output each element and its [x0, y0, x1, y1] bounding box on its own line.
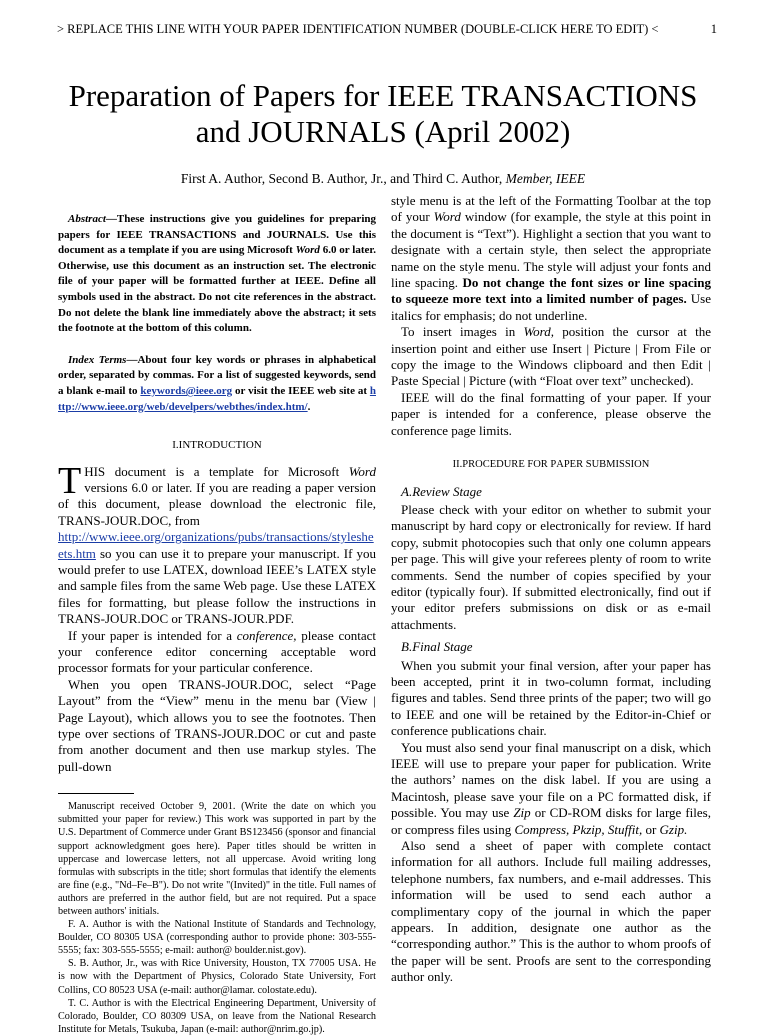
final2-tools: Compress, Pkzip, Stuffit, — [514, 821, 643, 837]
intro-paragraph-3: When you open TRANS-JOUR.DOC, select “Page Layout” from the “View” menu in the menu bar (View | Page Layout), which allows you to see the footnotes. Then type over sections of TRANS-JOUR.DOC or cut and paste from another document and then use markup styles. The pull-down — [58, 676, 376, 774]
style-text-3: Use italics for emphasis; do not underline. — [391, 291, 712, 323]
final2-text: You must also send your final manuscript on a disk, which IEEE will use to prepare your paper for publication. Write the authors’ names on the disk label. If you are using a Macintosh, please save your file on a PC formatted disk, if possible. You may use — [391, 739, 711, 821]
title-part: (April 2002) — [406, 114, 571, 149]
style-paragraph — [391, 193, 711, 324]
section-heading-procedure — [391, 457, 711, 473]
abstract-text: —These instructions give you guidelines for preparing papers for IEEE TRANSACTIONS and JOURNALS. Use this document as a template if you are using Microsoft — [58, 213, 376, 257]
images-paragraph — [391, 324, 711, 390]
intro-p2-text: If your paper is intended for a — [68, 627, 237, 643]
index-terms — [58, 353, 376, 415]
abstract — [58, 212, 376, 337]
footnote-author-3: T. C. Author is with the Electrical Engineering Department, University of Colorado, Boulder, CO 80309 USA, on leave from the National Research Institute for Metals, Tsukuba, Japan (e-mail: author@nrim.go.jp). — [58, 997, 376, 1035]
title-part: RANSACTIONS — [480, 78, 698, 113]
images-text-2: position the cursor at the insertion point and either use Insert | Picture | From File or copy the image to the Windows clipboard and then Edit | Paste Special | Picture (with “Float over text” unchecked). — [391, 324, 711, 389]
style-text: style menu is at the left of the Formatting Toolbar at the top of your — [391, 193, 711, 225]
keywords-email-link[interactable]: keywords@ieee.org — [140, 384, 233, 397]
style-text-2: window (for example, the style at this point in the document is “Text”). Highlight a section that you want to designate with a certain style, then select the appropriate name on the style menu. The style will adjust your fonts and line spacing. — [391, 209, 711, 291]
title-part: OURNALS — [260, 114, 407, 149]
title-part: and J — [195, 114, 261, 149]
final2-zip: Zip — [513, 805, 531, 821]
section-title-rest: NTRODUCTION — [182, 439, 262, 452]
final-paragraph-2 — [391, 740, 711, 838]
index-terms-text-2: or visit the IEEE web site at — [232, 384, 370, 397]
footnote-author-1: F. A. Author is with the National Institute of Standards and Technology, Boulder, CO 80305 USA (corresponding author to provide phone: 303-555-5555; fax: 303-555-5555; e-mail: author@ boulder.nist.gov). — [58, 919, 376, 957]
index-terms-end: . — [307, 400, 311, 413]
header-text: > REPLACE THIS LINE WITH YOUR PAPER IDENTIFICATION NUMBER (DOUBLE-CLICK HERE TO EDIT) < — [57, 22, 659, 36]
index-terms-label: Index Terms — [68, 353, 127, 366]
drop-cap: T — [58, 459, 82, 502]
images-word: Word, — [523, 324, 554, 340]
abstract-word: Word — [295, 244, 320, 257]
heading-rest: ROCEDURE FOR — [468, 459, 551, 471]
right-column — [391, 193, 711, 986]
intro-p2-text-2: please contact your conference editor concerning acceptable word processor formats for your particular conference. — [58, 627, 376, 676]
final2-or: or — [642, 821, 660, 837]
running-header — [57, 22, 717, 37]
abstract-text-2: 6.0 or later. Otherwise, use this document as an instruction set. The electronic file of your paper will be formatted further at IEEE. Define all symbols used in the abstract. Do not cite references in the abstract. Do not delete the blank line immediately above the abstract; it sets the footnote at the bottom of this column. — [58, 244, 376, 335]
left-column — [58, 212, 376, 1036]
intro-text-2: versions 6.0 or later. If you are reading a paper version of this document, please download the electronic file, TRANS-JOUR.DOC, from — [58, 479, 376, 528]
final2-text-2: or CD-ROM disks for large files, or compress files using — [391, 805, 711, 837]
heading-rest: UBMISSION — [591, 459, 650, 471]
review-paragraph: Please check with your editor on whether to submit your manuscript by hard copy or electronically for review. If hard copy, submit photocopies such that only one column appears per page. This will give your referees plenty of room to write comments. Send the number of copies specified by your editor (typically four). If submitted electronically, find out if your editor prefers submissions on disk or as e-mail attachments. — [391, 501, 711, 632]
index-terms-text: —About four key words or phrases in alphabetical order, separated by commas. For a list of suggested keywords, send a blank e-mail to — [58, 353, 376, 397]
author-line — [40, 171, 726, 187]
page-number: 1 — [710, 22, 717, 36]
footnote-rule — [58, 793, 134, 794]
intro-text-3: so you can use it to prepare your manuscript. If you would prefer to use LATEX, download IEEE’s LATEX style and sample files from the same Web page. Use these LATEX files for formatting, but please follow the instructions in TRANS-JOUR.DOC or TRANS-JOUR.PDF. — [58, 545, 376, 627]
author-names: First A. Author, Second B. Author, Jr., and Third C. Author, — [180, 171, 506, 186]
formatting-paragraph: IEEE will do the final formatting of your paper. If your paper is intended for a conference, please observe the conference page limits. — [391, 389, 711, 438]
section-title-cap: I — [178, 439, 183, 452]
subsection-review-stage: A.Review Stage — [401, 483, 482, 499]
author-membership: Member, IEEE — [505, 171, 586, 186]
section-number: I. — [172, 439, 179, 452]
abstract-label: Abstract — [68, 213, 106, 225]
heading-cap: P — [550, 459, 557, 471]
ieee-thesaurus-link[interactable]: http://www.ieee.org/web/develpers/webthes/index.htm/ — [58, 384, 376, 413]
subsection-final-stage: B.Final Stage — [401, 639, 473, 655]
paper-title — [40, 78, 726, 150]
intro-paragraph-2 — [58, 628, 376, 677]
heading-rest: APER — [556, 459, 586, 471]
heading-cap: P — [462, 459, 469, 471]
footnote-manuscript: Manuscript received October 9, 2001. (Write the date on which you submitted your paper for review.) This work was supported in part by the U.S. Department of Commerce under Grant BS123456 (sponsor and financial support acknowledgment goes here). Paper titles should be written in uppercase and lowercase letters, not all uppercase. Avoid writing long formulas with subscripts in the title; short formulas that identify the elements are fine (e.g., "Nd–Fe–B"). Do not write "(Invited)" in the title. Full names of authors are preferred in the author field, but are not required. Put a space between authors' initials. — [58, 801, 376, 917]
footnote-author-2: S. B. Author, Jr., was with Rice University, Houston, TX 77005 USA. He is now with the Department of Physics, Colorado State University, Fort Collins, CO 80523 USA (e-mail: author@lamar. colostate.edu). — [58, 958, 376, 996]
intro-word: Word — [348, 463, 376, 479]
stylesheets-link[interactable]: http://www.ieee.org/organizations/pubs/transactions/stylesheets.htm — [58, 529, 374, 561]
title-part: Preparation of Papers for IEEE T — [68, 78, 481, 113]
intro-p2-conference: conference, — [236, 627, 297, 643]
section-number: II. — [452, 459, 463, 471]
section-heading-introduction — [58, 437, 376, 453]
images-text: To insert images in — [401, 324, 524, 340]
final-paragraph-3: Also send a sheet of paper with complete contact information for all authors. Include full mailing addresses, telephone numbers, fax numbers, and e-mail addresses. This information will be used to send each author a complimentary copy of the journal in which the paper appears. In addition, designate one author as the “corresponding author.” This is the author to whom proofs of the paper will be sent. Proofs are sent to the corresponding author only. — [391, 838, 711, 985]
final2-gzip: Gzip. — [659, 821, 688, 837]
intro-paragraph-1 — [58, 459, 376, 628]
final-paragraph-1: When you submit your final version, after your paper has been accepted, print it in two-column format, including figures and tables. Send three prints of the paper; two will go to IEEE and one will be retained by the Editor-in-Chief or conference publications chair. — [391, 657, 711, 739]
intro-text: HIS document is a template for Microsoft — [84, 463, 349, 479]
style-word: Word — [433, 209, 461, 225]
style-bold-warning: Do not change the font sizes or line spacing to squeeze more text into a limited number of pages. — [391, 275, 711, 307]
heading-cap: S — [585, 459, 592, 471]
